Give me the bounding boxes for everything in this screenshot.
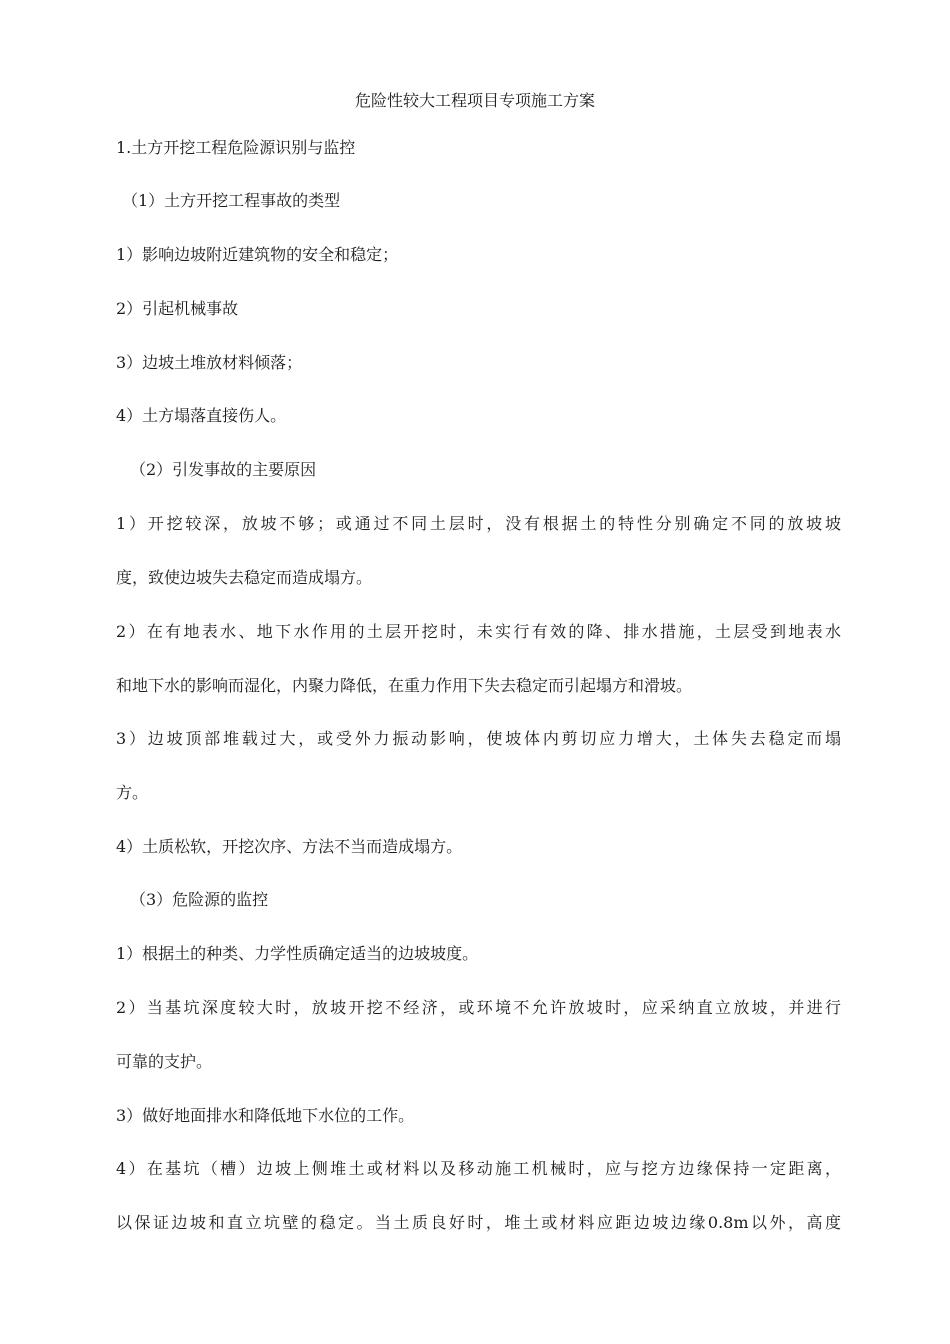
paragraph-line: 1）根据土的种类、力学性质确定适当的边坡坡度。 <box>116 944 479 963</box>
paragraph-line: 3）边坡顶部堆载过大，或受外力振动影响，使坡体内剪切应力增大，土体失去稳定而塌 <box>116 729 841 748</box>
paragraph-line: 4）土质松软，开挖次序、方法不当而造成塌方。 <box>116 837 463 856</box>
subsection-heading: （1）土方开挖工程事故的类型 <box>122 191 341 210</box>
subsection-heading: （3）危险源的监控 <box>130 890 269 909</box>
paragraph-line: 度，致使边坡失去稳定而造成塌方。 <box>116 568 373 587</box>
paragraph-line: 方。 <box>116 783 149 802</box>
paragraph-line: 2）当基坑深度较大时，放坡开挖不经济，或环境不允许放坡时，应采纳直立放坡，并进行 <box>116 998 841 1017</box>
section-heading: 1.土方开挖工程危险源识别与监控 <box>116 138 356 157</box>
paragraph-line: 以保证边坡和直立坑壁的稳定。当土质良好时，堆土或材料应距边坡边缘0.8m以外，高度 <box>116 1213 841 1232</box>
paragraph-line: 3）做好地面排水和降低地下水位的工作。 <box>116 1106 415 1125</box>
paragraph-line: 和地下水的影响而湿化，内聚力降低，在重力作用下失去稳定而引起塌方和滑坡。 <box>116 676 693 695</box>
list-item: 4）土方塌落直接伤人。 <box>116 406 287 425</box>
list-item: 1）影响边坡附近建筑物的安全和稳定； <box>116 245 399 264</box>
document-title: 危险性较大工程项目专项施工方案 <box>354 91 595 110</box>
paragraph-line: 2）在有地表水、地下水作用的土层开挖时，未实行有效的降、排水措施，土层受到地表水 <box>116 622 841 641</box>
paragraph-line: 1）开挖较深，放坡不够；或通过不同土层时，没有根据土的特性分别确定不同的放坡坡 <box>116 514 841 533</box>
paragraph-line: 4）在基坑（槽）边坡上侧堆土或材料以及移动施工机械时，应与挖方边缘保持一定距离， <box>116 1159 841 1178</box>
subsection-heading: （2）引发事故的主要原因 <box>130 460 317 479</box>
list-item: 2）引起机械事故 <box>116 299 239 318</box>
paragraph-line: 可靠的支护。 <box>116 1052 213 1071</box>
list-item: 3）边坡土堆放材料倾落； <box>116 353 303 372</box>
